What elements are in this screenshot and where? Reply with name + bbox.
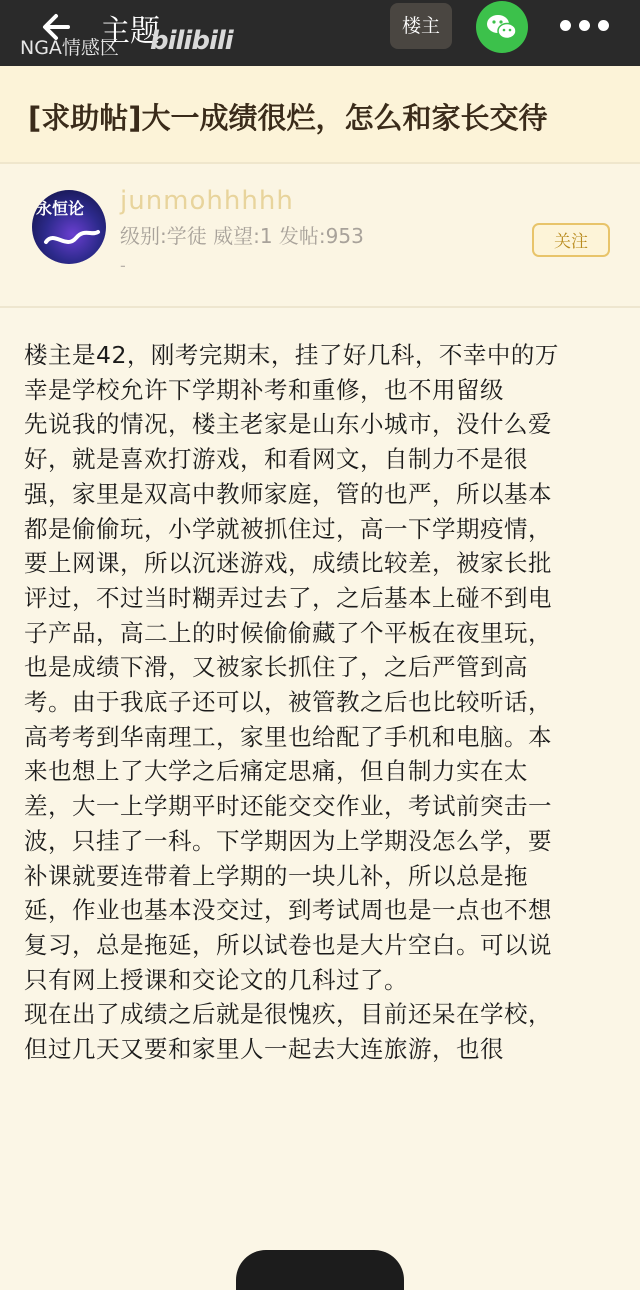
post-paragraph: 先说我的情况，楼主老家是山东小城市，没什么爱 好，就是喜欢打游戏，和看网文，自制力不是很 强，家里是双高中教师家庭，管的也严，所以基本 都是偷偷玩，小学就被抓住过，高一下学期疫情， 要上网课，所以沉迷游戏，成绩比较差，被家长批 评过，不过当时糊弄过去了，之后基本上碰不到电 子产品，高二上的时候偷偷藏了个平板在夜里玩， 也是成绩下滑，又被家长抓住了，之后严管到高 考。由于我底子还可以，被管教之后也比较听话， 高考考到华南理工，家里也给配了手机和电脑。本 来也想上了大学之后痛定思痛，但自制力实在太 差，大一上学期平时还能交交作业，考试前突击一 波，只挂了一科。下学期因为上学期没怎么学，要 补课就要连带着上学期的一块儿补，所以总是拖 延，作业也基本没交过，到考试周也是一点也不想 复习，总是拖延，所以试卷也是大片空白。可以说 只有网上授课和交论文的几科过了。 xyxy=(24,410,552,994)
wechat-icon[interactable] xyxy=(476,1,528,53)
follow-button[interactable]: 关注 xyxy=(532,223,610,257)
author-meta: 级别:学徒 威望:1 发帖:953 xyxy=(120,224,364,248)
author-username[interactable]: junmohhhhh xyxy=(120,186,294,216)
more-dots-icon[interactable] xyxy=(560,16,612,36)
author-extra: - xyxy=(120,256,126,275)
page-title: 主题 xyxy=(100,14,160,49)
bilibili-logo: bilibili xyxy=(150,26,233,56)
bottom-overlay xyxy=(236,1250,404,1290)
post-paragraph: 楼主是42，刚考完期末，挂了好几科，不幸中的万 幸是学校允许下学期补考和重修，也不用留级 xyxy=(24,341,559,404)
watermark-text: NGA情感区 xyxy=(20,37,119,59)
avatar-text: 永恒论 xyxy=(36,199,85,218)
post-title-bar xyxy=(0,66,640,164)
top-bar xyxy=(0,0,640,66)
post-content xyxy=(24,338,620,1067)
owner-only-button[interactable]: 楼主 xyxy=(390,3,452,49)
post-paragraph: 现在出了成绩之后就是很愧疚，目前还呆在学校， 但过几天又要和家里人一起去大连旅游，也很 xyxy=(24,1000,552,1064)
post-title: [求助帖]大一成绩很烂，怎么和家长交待 xyxy=(28,101,548,135)
avatar[interactable] xyxy=(32,190,106,264)
